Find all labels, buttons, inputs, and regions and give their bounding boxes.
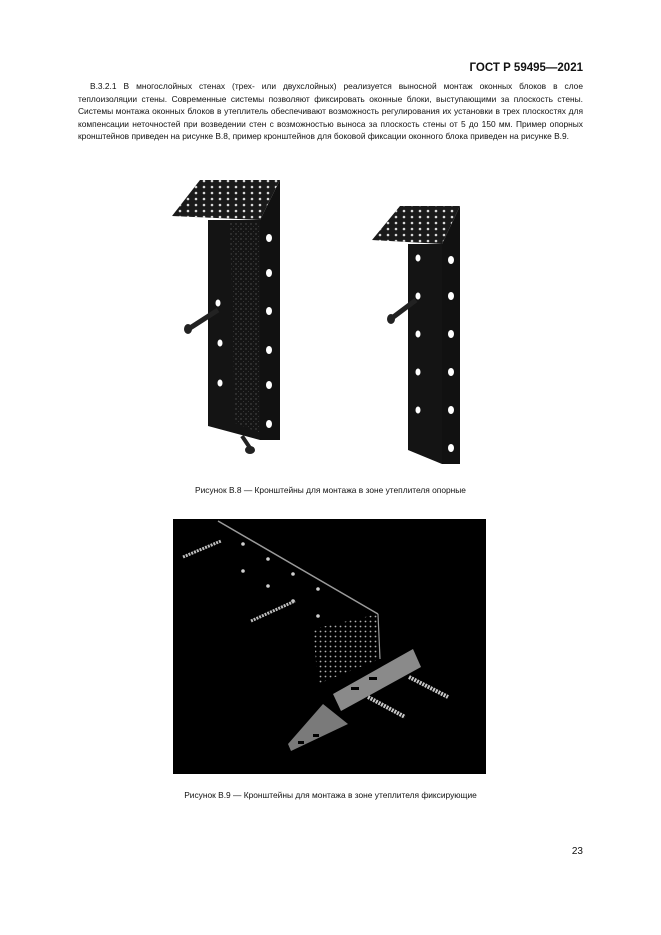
standard-code: ГОСТ Р 59495—2021 [469,62,583,74]
body-paragraph: В.3.2.1 В многослойных стенах (трех- или двухслойных) реализуется выносной монтаж оконных блоков в слое теплоизоляции стены. Современные системы позволяют фиксировать оконные блоки, выступающими за плоскость стены. Системы монтажа оконных блоков в утеплитель обеспечивают возможность регулирования их установки в трех плоскостях для компенсации неточностей при возведении стен с возможностью выноса за плоскость стены от 5 до 150 мм. Пример опорных кронштейнов приведен на рисунке В.8, пример кронштейнов для боковой фиксации оконного блока приведен на рисунке В.9. [78,81,583,142]
figure-b8-image [160,178,490,478]
figure-b8-caption: Рисунок В.8 — Кронштейны для монтажа в зоне утеплителя опорные [195,485,466,495]
support-bracket-right [372,206,460,464]
support-bracket-left [172,180,280,454]
page-number: 23 [571,846,583,857]
figure-b9-caption: Рисунок В.9 — Кронштейны для монтажа в зоне утеплителя фиксирующие [184,790,477,800]
figure-b9-image [173,519,486,774]
